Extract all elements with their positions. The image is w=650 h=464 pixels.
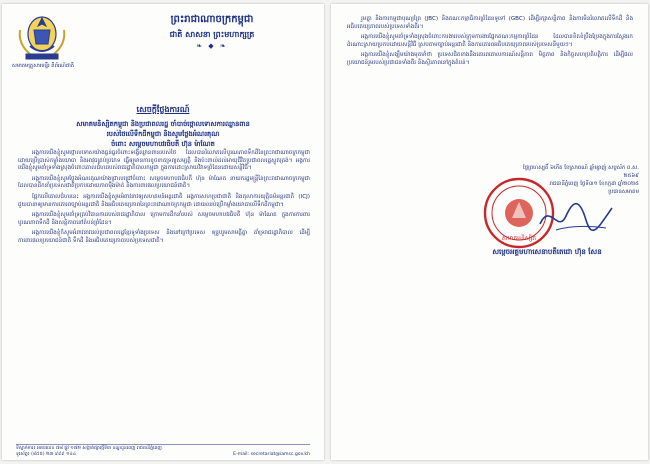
kingdom-header: [112, 12, 312, 50]
body-paragraph: អង្គការយើងខ្ញុំសូមគាំទ្រទាំងស្រុងចំពោះការងាររបស់ក្រុមការងារផ្នែកគណៈកម្មការព្រំដែន ដែលបានខិតខំប្រឹងប្រែងក្នុងការស្វែងរកដំណោះស្រាយប្រកបដោយសន្តិវិធី ស្របតាមច្បាប់អន្តរជាតិ និងការគោរពអធិបតេយ្យភាពរបស់ប្រទេសនីមួយៗ។: [347, 34, 633, 48]
statement-heading: [22, 104, 304, 149]
statement-subtitle-line: របស់ថៃលើទឹកដីកម្ពុជា និងសូមថ្លែងអំណរគុណ: [106, 130, 220, 138]
footer-divider: [16, 444, 310, 445]
handwritten-signature-icon: [536, 194, 616, 239]
body-paragraph: អង្គការយើងខ្ញុំសង្ឃឹមយ៉ាងមុតមាំថា ប្រទេសជិតខាងនឹងគោរពគោលការណ៍សន្តិភាព មិត្តភាព និងកិច្ចសហប្រតិបត្តិការ ដើម្បីផលប្រយោជន៍រួមរបស់ប្រជាជនទាំងពីរ និងស្ថិរភាពនៅក្នុងតំបន់។: [347, 52, 633, 66]
solar-date: រាជធានីភ្នំពេញ ថ្ងៃទី៣១ ខែកក្កដា ឆ្នាំ២០២៥: [549, 181, 639, 187]
kingdom-name: ព្រះរាជាណាចក្រកម្ពុជា: [170, 14, 254, 25]
body-paragraph: ផ្អែកលើគោលជំហរនេះ អង្គការយើងខ្ញុំសូមអំពាវនាវឲ្យសហគមន៍អន្តរជាតិ អង្គការសហប្រជាជាតិ និងតុលាការយុត្តិធម៌អន្តរជាតិ (ICJ) ជួយធានាឲ្យមានការគោរពច្បាប់អន្តរជាតិ និងអធិបតេយ្យភាពនៃព្រះរាជាណាចក្រកម្ពុជា ដោយឈប់ប្រើកម្លាំងយោធាលើទឹកដីកម្ពុជា។: [18, 193, 310, 208]
letter-page-2: [331, 4, 648, 460]
body-paragraph: អង្គការយើងខ្ញុំក៏សូមអំពាវនាវដល់ប្រជាពលរដ្ឋខ្មែរទូទាំងប្រទេស និងនៅក្រៅប្រទេស ឲ្យរួបរួមសាមគ្គីគ្នា គាំទ្ររាជរដ្ឋាភិបាល ដើម្បីការពារផលប្រយោជន៍ជាតិ ទឹកដី និងអធិបតេយ្យភាពរបស់ប្រទេសជាតិ។: [18, 230, 310, 244]
statement-subtitle-line: ចំពោះ សម្ដេចមហាបវរធិបតី ហ៊ុន ម៉ាណែត: [111, 140, 215, 148]
letter-page-1: [2, 4, 324, 460]
body-paragraph: អង្គការយើងខ្ញុំសូមថ្លែងអំណរគុណយ៉ាងជ្រាលជ្រៅចំពោះ សម្ដេចមហាបវរធិបតី ហ៊ុន ម៉ាណែត នាយករដ្ឋមន្ត្រីនៃព្រះរាជាណាចក្រកម្ពុជា ដែលបានដឹកនាំប្រទេសជាតិប្រកបដោយភាពម៉ឺងម៉ាត់ និងការពារផលប្រយោជន៍ជាតិ។: [18, 175, 310, 190]
body-paragraph: អង្គការយើងខ្ញុំសូមថ្កោលទោសយ៉ាងធ្ងន់ធ្ងរចំពោះទង្វើឈ្លានពានរបស់ថៃ ដែលបានរំលោភលើបូរណភាពទឹកដីនៃព្រះរាជាណាចក្រកម្ពុជា ដោយប្រើប្រាស់កម្លាំងយោធា និងអាវុធគ្រប់ប្រភេទ ធ្វើឲ្យមានការខូចខាតទ្រព្យសម្បត្តិ និងប៉ះពាល់ដល់អាយុជីវិតប្រជាពលរដ្ឋស្លូតត្រង់។ អង្គការយើងខ្ញុំសូមគាំទ្រទាំងស្រុងចំពោះគោលជំហររបស់រាជរដ្ឋាភិបាលកម្ពុជា ក្នុងការដោះស្រាយវិវាទព្រំដែនដោយសន្តិវិធី។: [18, 150, 310, 172]
footer-email: E-mail: secretariat@iamsc.gov.kh: [233, 452, 310, 457]
body-paragraph: រួមគ្នា និងការកម្ពុជាបុណ្យព្រៃ (JBC) និងគណៈកម្មាធិការព្រំដែនទូទៅ (GBC) ដើម្បីរក្សាសន្តិភាព និងការមិនរំលោភលើទឹកដី និងអធិបតេយ្យភាពរបស់ប្រទេសទាំងពីរ។: [347, 16, 633, 30]
statement-subtitle-line: សមាគមនិស្សិតកម្ពុជា និងប្រជាពលរដ្ឋ ចាំបាច់ថ្កោលទោសការឈ្លានពាន: [76, 120, 250, 128]
statement-title: សេចក្ដីថ្លែងការណ៍: [136, 105, 190, 114]
footer-address: ទីស្នាក់ការ៖ អគារលេខ ៧៨ ផ្លូវ ១៧២ សង្កាត់ផ្សារថ្មីទី៣ ខណ្ឌដូនពេញ រាជធានីភ្នំពេញ: [16, 446, 162, 451]
footer-phone: ទូរស័ព្ទ៖ (៨៥៥) ២៣ ៩៩៩ ១៤៤: [16, 452, 77, 457]
emblem-caption: សមាគមគ្រូសារមន្ទីរ ពិព័រណ៍ជាតិ: [11, 63, 75, 69]
signer-name: សម្ដេចអគ្គមហាសេនាបតីតេជោ ហ៊ុន សែន: [492, 248, 602, 256]
statement-body-continued: [347, 16, 633, 71]
lunar-date: ថ្ងៃព្រហស្បតិ៍ ៦កើត ខែស្រាពណ៍ ឆ្នាំម្សាញ់ សប្តស័ក ព.ស. ២៥៦៩: [523, 165, 639, 179]
signatory-role: ប្រធានសមាគម: [608, 189, 639, 195]
body-paragraph: អង្គការយើងខ្ញុំសូមគាំទ្រគ្រប់វិធានការរបស់រាជរដ្ឋាភិបាល ក្រោមការដឹកនាំរបស់ សម្ដេចមហាបវរធិបតី ហ៊ុន ម៉ាណែត ក្នុងការការពារបូរណភាពទឹកដី និងសន្តិភាពនៅតំបន់ព្រំដែន។: [18, 212, 310, 226]
seal-text: សមាគមនិស្សិត: [501, 235, 537, 242]
letter-footer: [16, 446, 310, 458]
statement-body: [18, 150, 310, 249]
association-emblem-icon: [12, 10, 72, 62]
header-ornament: ❧ ◆ ❧: [196, 42, 228, 50]
national-motto: ជាតិ សាសនា ព្រះមហាក្សត្រ: [169, 29, 255, 39]
